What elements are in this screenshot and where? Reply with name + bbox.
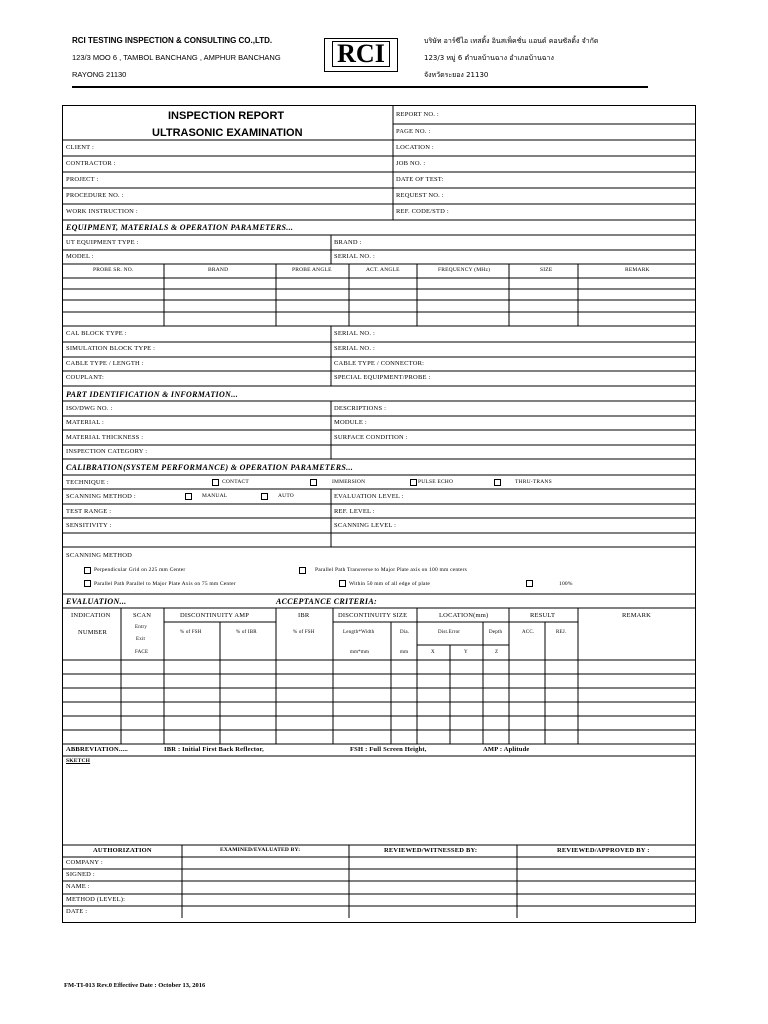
thru-trans-option-label: THRU-TRANS [515, 479, 552, 485]
serial-no-label: SERIAL NO. : [334, 253, 375, 260]
witnessed-by-header: REVIEWED/WITNESSED BY: [384, 847, 478, 854]
location-label: LOCATION : [396, 144, 434, 151]
acceptance-criteria-heading: ACCEPTANCE CRITERIA: [276, 597, 377, 606]
probe-col-header: SIZE [540, 267, 553, 273]
parallel-axis-label: Parallel Path Parallel to Major Plate Axis on 75 mm Center [94, 581, 236, 587]
approved-by-header: REVIEWED/APPROVED BY : [557, 847, 650, 854]
eval-header-mm: mm [400, 650, 409, 655]
immersion-option-label: IMMERSION [332, 479, 366, 485]
ut-equipment-type-label: UT EQUIPMENT TYPE : [66, 239, 139, 246]
procedure-label: PROCEDURE NO. : [66, 192, 124, 199]
eval-header-disc-size: DISCONTINUITY SIZE [338, 612, 408, 619]
company-logo: RCI [324, 38, 398, 72]
amp-definition: AMP : Aplitude [483, 746, 530, 753]
contact-option-label: CONTACT [222, 479, 249, 485]
eval-header-rej: REJ. [556, 630, 567, 635]
hundred-percent-label: 100% [559, 581, 573, 587]
edge-of-plate-checkbox[interactable] [339, 580, 346, 587]
authorization-header: AUTHORIZATION [93, 847, 152, 854]
material-label: MATERIAL : [66, 419, 105, 426]
ref-level-label: REF. LEVEL : [334, 508, 375, 515]
manual-option-label: MANUAL [202, 493, 228, 499]
eval-header-disc-amp: DISCONTINUITY AMP [180, 612, 250, 619]
sketch-label: SKETCH [66, 758, 91, 764]
auth-name-label: NAME : [66, 883, 90, 890]
company-address-2: RAYONG 21130 [72, 70, 127, 79]
fsh-definition: FSH : Full Screen Height, [350, 746, 427, 753]
auth-method-level-label: METHOD (LEVEL): [66, 896, 126, 903]
eval-header-acc: ACC. [522, 630, 535, 635]
auth-date-label: DATE : [66, 908, 88, 915]
report-title: INSPECTION REPORT [168, 110, 285, 122]
eval-header-x: X [431, 650, 435, 655]
eval-header-length-width: Length*Width [343, 630, 375, 635]
probe-col-header: FREQUENCY (MHz) [438, 267, 491, 273]
contact-checkbox[interactable] [212, 479, 219, 486]
brand-label: BRAND : [334, 239, 362, 246]
company-address-th-2: จังหวัดระยอง 21130 [424, 71, 489, 79]
company-address-th-1: 123/3 หมู่ 6 ตำบลบ้านฉาง อำเภอบ้านฉาง [424, 54, 554, 62]
material-thickness-label: MATERIAL THICKNESS : [66, 434, 144, 441]
probe-col-header: ACT. ANGLE [366, 267, 400, 273]
inspection-category-label: INSPECTION CATEGORY : [66, 448, 148, 455]
scanning-method-label: SCANNING METHOD : [66, 493, 136, 500]
parallel-axis-checkbox[interactable] [84, 580, 91, 587]
pulse-echo-option-label: PULSE ECHO [418, 479, 454, 485]
request-no-label: REQUEST NO. : [396, 192, 444, 199]
company-name-th: บริษัท อาร์ซีไอ เทสติ้ง อินสเพ็คชั่น แอนด์ คอนซัลติ้ง จำกัด [424, 37, 599, 45]
eval-header-location: LOCATION(mm) [439, 612, 489, 619]
probe-col-header: REMARK [625, 267, 650, 273]
module-label: MODULE : [334, 419, 367, 426]
eval-header-result: RESULT [530, 612, 556, 619]
work-instruction-label: WORK INSTRUCTION : [66, 208, 138, 215]
client-label: CLIENT : [66, 144, 95, 151]
cal-block-label: CAL BLOCK TYPE : [66, 330, 127, 337]
report-no-label: REPORT NO. : [396, 111, 439, 118]
iso-dwg-label: ISO/DWG NO. : [66, 405, 113, 412]
sim-serial-label: SERIAL NO. : [334, 345, 375, 352]
ibr-definition: IBR : Initial First Back Reflector, [164, 746, 264, 753]
eval-header-amp-ibr: % of IBR [236, 630, 257, 635]
eval-header-scan: SCAN [133, 612, 152, 619]
probe-col-header: PROBE ANGLE [292, 267, 332, 273]
abbreviation-label: ABBREVIATION..... [66, 746, 128, 753]
special-equipment-label: SPECIAL EQUIPMENT/PROBE : [334, 374, 431, 381]
technique-label: TECHNIQUE : [66, 479, 109, 486]
scanning-level-label: SCANNING LEVEL : [334, 522, 397, 529]
contractor-label: CONTRACTOR : [66, 160, 116, 167]
equipment-heading: EQUIPMENT, MATERIALS & OPERATION PARAMETERS... [66, 223, 294, 232]
date-of-test-label: DATE OF TEST: [396, 176, 444, 183]
evaluation-heading: EVALUATION... [66, 597, 127, 606]
ref-code-label: REF. CODE/STD : [396, 208, 449, 215]
eval-header-amp-fsh: % of FSH [180, 630, 202, 635]
test-range-label: TEST RANGE : [66, 508, 112, 515]
auto-option-label: AUTO [278, 493, 294, 499]
eval-header-dist-error: Dist.Error [438, 630, 461, 635]
eval-header-depth: Depth [489, 630, 503, 635]
simulation-block-label: SIMULATION BLOCK TYPE : [66, 345, 156, 352]
report-subtitle: ULTRASONIC EXAMINATION [152, 127, 303, 139]
evaluation-level-label: EVALUATION LEVEL : [334, 493, 404, 500]
form-footer: FM-TI-013 Rev.0 Effective Date : October 13, 2016 [64, 982, 206, 989]
eval-header-scan-exit: Exit [136, 637, 146, 642]
eval-header-scan-entry: Entry [135, 625, 148, 630]
company-address-1: 123/3 MOO 6 , TAMBOL BANCHANG , AMPHUR BANCHANG [72, 53, 281, 62]
auth-signed-label: SIGNED : [66, 871, 95, 878]
cable-connector-label: CABLE TYPE / CONNECTOR: [334, 360, 425, 367]
scanning-method-heading: SCANNING METHOD [66, 552, 133, 559]
probe-col-header: BRAND [208, 267, 229, 273]
parallel-transverse-label: Parallel Path Transverse to Major Plate axis on 100 mm centers [315, 567, 468, 573]
surface-condition-label: SURFACE CONDITION : [334, 434, 408, 441]
pulse-echo-checkbox[interactable] [410, 479, 417, 486]
model-label: MODEL : [66, 253, 94, 260]
calibration-heading: CALIBRATION(SYSTEM PERFORMANCE) & OPERATION PARAMETERS... [66, 463, 354, 472]
auto-checkbox[interactable] [261, 493, 268, 500]
edge-of-plate-label: Within 50 mm of all edge of plate [349, 581, 431, 587]
project-label: PROJECT : [66, 176, 99, 183]
auth-company-label: COMPANY : [66, 859, 103, 866]
eval-header-number: NUMBER [78, 629, 108, 636]
hundred-percent-checkbox[interactable] [526, 580, 533, 587]
cable-type-length-label: CABLE TYPE / LENGTH : [66, 360, 144, 367]
eval-header-scan-face: FACE [135, 650, 149, 655]
eval-header-y: Y [464, 650, 468, 655]
sensitivity-label: SENSITIVITY : [66, 522, 112, 529]
eval-header-indication: INDICATION [71, 612, 111, 619]
manual-checkbox[interactable] [185, 493, 192, 500]
cal-serial-label: SERIAL NO. : [334, 330, 375, 337]
descriptions-label: DESCRIPTIONS : [334, 405, 387, 412]
page-no-label: PAGE NO. : [396, 128, 431, 135]
eval-header-ibr: IBR [298, 612, 310, 619]
examined-by-header: EXAMINED/EVALUATED BY: [220, 847, 301, 853]
probe-col-header: PROBE SR. NO. [93, 267, 134, 273]
parallel-transverse-checkbox[interactable] [299, 567, 306, 574]
couplant-label: COUPLANT: [66, 374, 104, 381]
eval-header-remark: REMARK [622, 612, 652, 619]
immersion-checkbox[interactable] [310, 479, 317, 486]
eval-header-ibr-fsh: % of FSH [293, 630, 315, 635]
eval-header-dia: Dia. [400, 630, 410, 635]
thru-trans-checkbox[interactable] [494, 479, 501, 486]
eval-header-mm-mm: mm*mm [350, 650, 370, 655]
eval-header-z: Z [495, 650, 499, 655]
job-no-label: JOB NO. : [396, 160, 426, 167]
company-name-en: RCI TESTING INSPECTION & CONSULTING CO.,LTD. [72, 36, 273, 45]
perpendicular-grid-checkbox[interactable] [84, 567, 91, 574]
part-heading: PART IDENTIFICATION & INFORMATION... [66, 390, 239, 399]
perpendicular-grid-label: Perpendicular Grid on 225 mm Center [94, 567, 186, 573]
